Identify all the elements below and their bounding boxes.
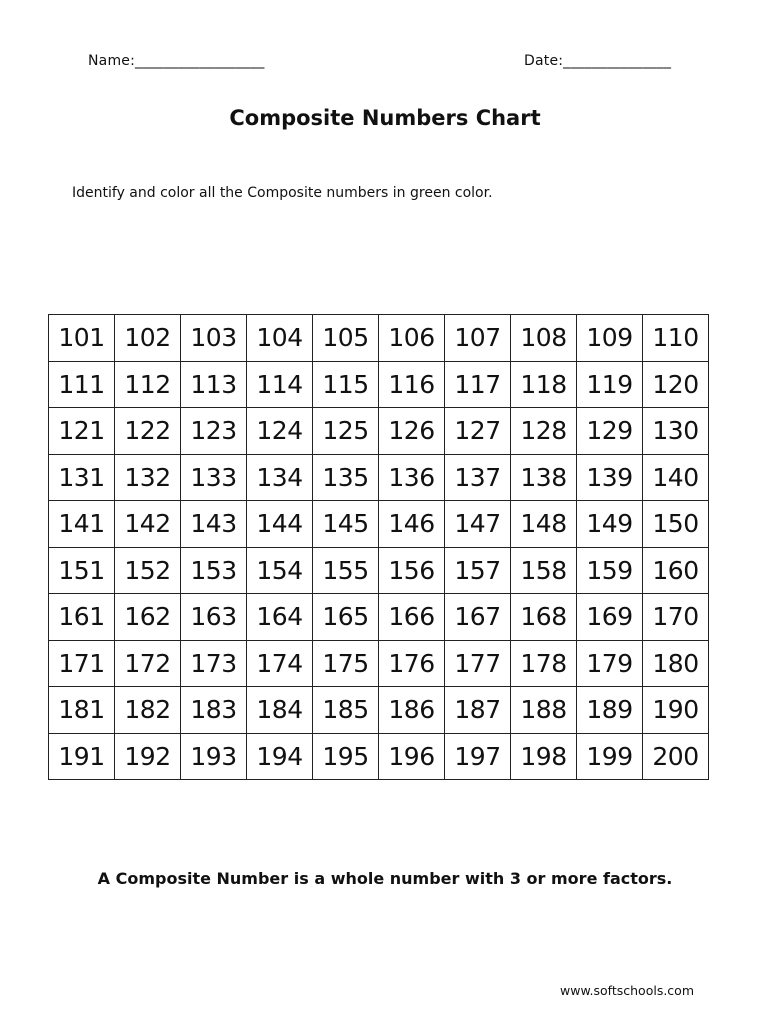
number-cell[interactable]: 124 bbox=[247, 408, 313, 455]
number-cell[interactable]: 146 bbox=[379, 501, 445, 548]
number-cell[interactable]: 196 bbox=[379, 733, 445, 780]
number-cell[interactable]: 153 bbox=[181, 547, 247, 594]
number-cell[interactable]: 193 bbox=[181, 733, 247, 780]
number-cell[interactable]: 145 bbox=[313, 501, 379, 548]
number-cell[interactable]: 109 bbox=[577, 315, 643, 362]
grid-row bbox=[49, 408, 709, 455]
number-cell[interactable]: 113 bbox=[181, 361, 247, 408]
number-cell[interactable]: 107 bbox=[445, 315, 511, 362]
page-title: Composite Numbers Chart bbox=[229, 106, 541, 130]
number-cell[interactable]: 125 bbox=[313, 408, 379, 455]
footer-website: www.softschools.com bbox=[560, 983, 694, 998]
number-cell[interactable]: 150 bbox=[643, 501, 709, 548]
number-cell[interactable]: 105 bbox=[313, 315, 379, 362]
number-cell[interactable]: 172 bbox=[115, 640, 181, 687]
grid-row bbox=[49, 547, 709, 594]
number-cell[interactable]: 198 bbox=[511, 733, 577, 780]
number-cell[interactable]: 194 bbox=[247, 733, 313, 780]
number-cell[interactable]: 136 bbox=[379, 454, 445, 501]
number-cell[interactable]: 179 bbox=[577, 640, 643, 687]
number-cell[interactable]: 156 bbox=[379, 547, 445, 594]
number-cell[interactable]: 171 bbox=[49, 640, 115, 687]
number-cell[interactable]: 138 bbox=[511, 454, 577, 501]
number-cell[interactable]: 184 bbox=[247, 687, 313, 734]
number-cell[interactable]: 123 bbox=[181, 408, 247, 455]
number-cell[interactable]: 112 bbox=[115, 361, 181, 408]
number-cell[interactable]: 159 bbox=[577, 547, 643, 594]
name-field[interactable]: Name:__________________ bbox=[88, 53, 265, 69]
number-cell[interactable]: 147 bbox=[445, 501, 511, 548]
number-cell[interactable]: 182 bbox=[115, 687, 181, 734]
number-cell[interactable]: 178 bbox=[511, 640, 577, 687]
grid-row bbox=[49, 640, 709, 687]
number-cell[interactable]: 126 bbox=[379, 408, 445, 455]
number-cell[interactable]: 188 bbox=[511, 687, 577, 734]
number-cell[interactable]: 195 bbox=[313, 733, 379, 780]
number-cell[interactable]: 186 bbox=[379, 687, 445, 734]
number-cell[interactable]: 134 bbox=[247, 454, 313, 501]
number-cell[interactable]: 108 bbox=[511, 315, 577, 362]
number-cell[interactable]: 110 bbox=[643, 315, 709, 362]
number-cell[interactable]: 117 bbox=[445, 361, 511, 408]
number-cell[interactable]: 167 bbox=[445, 594, 511, 641]
number-cell[interactable]: 103 bbox=[181, 315, 247, 362]
number-cell[interactable]: 169 bbox=[577, 594, 643, 641]
number-cell[interactable]: 104 bbox=[247, 315, 313, 362]
number-cell[interactable]: 152 bbox=[115, 547, 181, 594]
number-cell[interactable]: 132 bbox=[115, 454, 181, 501]
number-cell[interactable]: 166 bbox=[379, 594, 445, 641]
number-cell[interactable]: 174 bbox=[247, 640, 313, 687]
number-cell[interactable]: 162 bbox=[115, 594, 181, 641]
number-grid bbox=[48, 314, 709, 780]
number-cell[interactable]: 127 bbox=[445, 408, 511, 455]
number-cell[interactable]: 129 bbox=[577, 408, 643, 455]
number-cell[interactable]: 119 bbox=[577, 361, 643, 408]
number-cell[interactable]: 115 bbox=[313, 361, 379, 408]
number-cell[interactable]: 197 bbox=[445, 733, 511, 780]
number-cell[interactable]: 131 bbox=[49, 454, 115, 501]
number-cell[interactable]: 121 bbox=[49, 408, 115, 455]
number-cell[interactable]: 170 bbox=[643, 594, 709, 641]
grid-row bbox=[49, 454, 709, 501]
number-cell[interactable]: 177 bbox=[445, 640, 511, 687]
number-cell[interactable]: 191 bbox=[49, 733, 115, 780]
number-cell[interactable]: 106 bbox=[379, 315, 445, 362]
instructions-text: Identify and color all the Composite numbers in green color. bbox=[72, 185, 493, 201]
number-cell[interactable]: 139 bbox=[577, 454, 643, 501]
number-cell[interactable]: 190 bbox=[643, 687, 709, 734]
number-cell[interactable]: 133 bbox=[181, 454, 247, 501]
grid-row bbox=[49, 315, 709, 362]
number-cell[interactable]: 189 bbox=[577, 687, 643, 734]
number-cell[interactable]: 141 bbox=[49, 501, 115, 548]
number-cell[interactable]: 114 bbox=[247, 361, 313, 408]
grid-row bbox=[49, 501, 709, 548]
grid-row bbox=[49, 594, 709, 641]
number-cell[interactable]: 120 bbox=[643, 361, 709, 408]
number-cell[interactable]: 137 bbox=[445, 454, 511, 501]
number-cell[interactable]: 122 bbox=[115, 408, 181, 455]
number-cell[interactable]: 102 bbox=[115, 315, 181, 362]
number-cell[interactable]: 155 bbox=[313, 547, 379, 594]
number-cell[interactable]: 148 bbox=[511, 501, 577, 548]
grid-row bbox=[49, 687, 709, 734]
number-cell[interactable]: 187 bbox=[445, 687, 511, 734]
number-cell[interactable]: 164 bbox=[247, 594, 313, 641]
number-cell[interactable]: 185 bbox=[313, 687, 379, 734]
number-cell[interactable]: 157 bbox=[445, 547, 511, 594]
number-cell[interactable]: 163 bbox=[181, 594, 247, 641]
number-cell[interactable]: 168 bbox=[511, 594, 577, 641]
number-cell[interactable]: 192 bbox=[115, 733, 181, 780]
number-cell[interactable]: 111 bbox=[49, 361, 115, 408]
number-cell[interactable]: 165 bbox=[313, 594, 379, 641]
number-cell[interactable]: 158 bbox=[511, 547, 577, 594]
number-cell[interactable]: 128 bbox=[511, 408, 577, 455]
number-cell[interactable]: 116 bbox=[379, 361, 445, 408]
number-cell[interactable]: 154 bbox=[247, 547, 313, 594]
number-cell[interactable]: 118 bbox=[511, 361, 577, 408]
number-cell[interactable]: 175 bbox=[313, 640, 379, 687]
number-cell[interactable]: 200 bbox=[643, 733, 709, 780]
grid-row bbox=[49, 733, 709, 780]
number-cell[interactable]: 199 bbox=[577, 733, 643, 780]
number-cell[interactable]: 130 bbox=[643, 408, 709, 455]
number-cell[interactable]: 151 bbox=[49, 547, 115, 594]
number-cell[interactable]: 135 bbox=[313, 454, 379, 501]
number-cell[interactable]: 140 bbox=[643, 454, 709, 501]
number-cell[interactable]: 101 bbox=[49, 315, 115, 362]
date-field[interactable]: Date:_______________ bbox=[524, 53, 672, 69]
grid-row bbox=[49, 361, 709, 408]
number-cell[interactable]: 143 bbox=[181, 501, 247, 548]
number-cell[interactable]: 149 bbox=[577, 501, 643, 548]
number-cell[interactable]: 161 bbox=[49, 594, 115, 641]
number-cell[interactable]: 183 bbox=[181, 687, 247, 734]
number-cell[interactable]: 173 bbox=[181, 640, 247, 687]
number-cell[interactable]: 180 bbox=[643, 640, 709, 687]
composite-definition: A Composite Number is a whole number with 3 or more factors. bbox=[97, 869, 673, 888]
number-cell[interactable]: 160 bbox=[643, 547, 709, 594]
number-cell[interactable]: 142 bbox=[115, 501, 181, 548]
number-cell[interactable]: 176 bbox=[379, 640, 445, 687]
number-cell[interactable]: 144 bbox=[247, 501, 313, 548]
number-cell[interactable]: 181 bbox=[49, 687, 115, 734]
